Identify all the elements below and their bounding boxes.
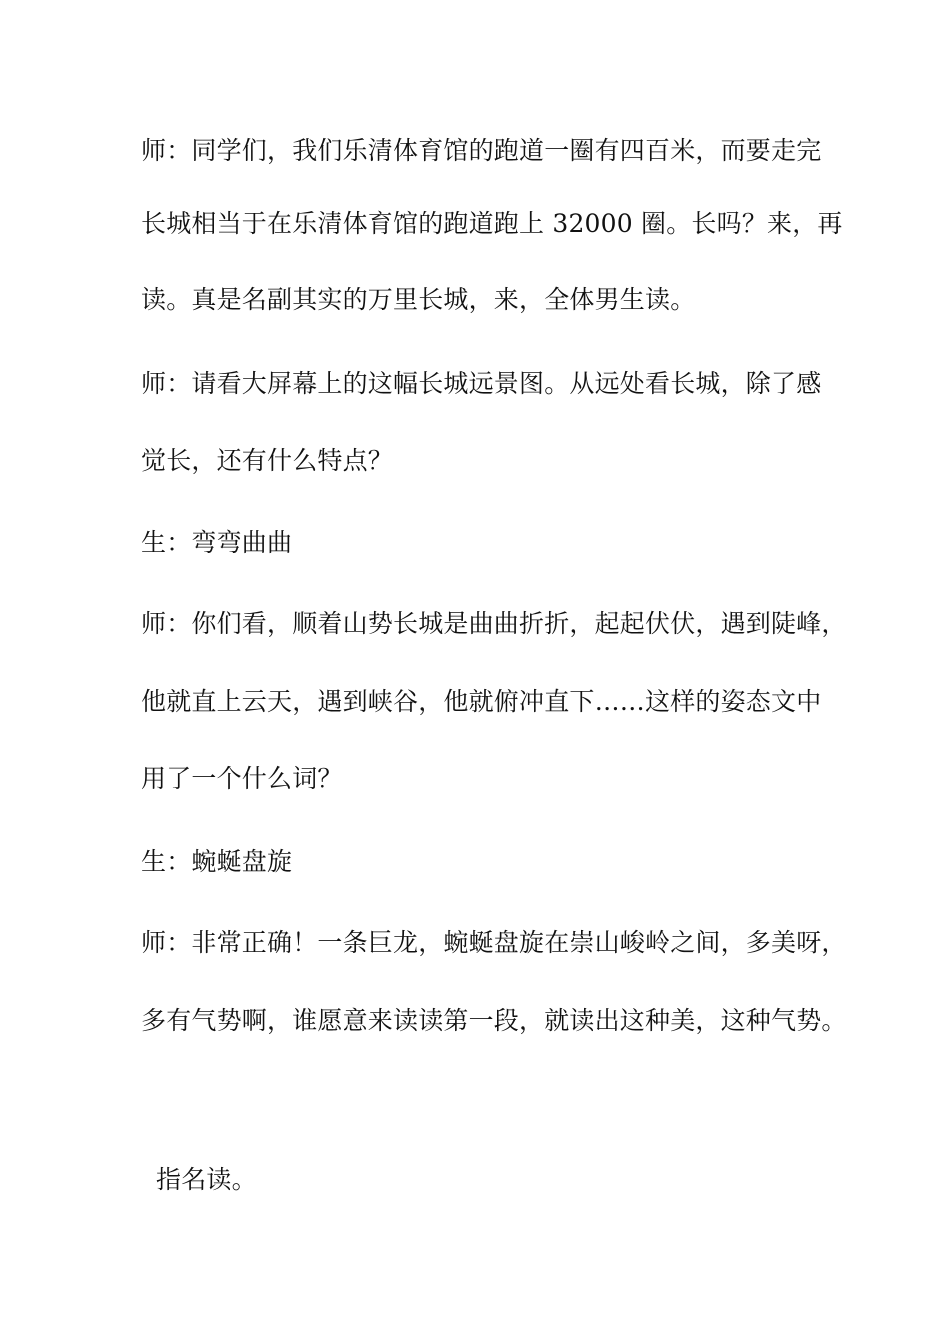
text-line-4: 师：请看大屏幕上的这幅长城远景图。从远处看长城，除了感 <box>141 369 822 398</box>
text-line-5: 觉长，还有什么特点？ <box>141 446 394 475</box>
text-line-1: 师：同学们，我们乐清体育馆的跑道一圈有四百米，而要走完 <box>141 136 822 165</box>
text-line-3: 读。真是名副其实的万里长城，来，全体男生读。 <box>141 285 696 314</box>
text-line-12: 多有气势啊，谁愿意来读读第一段，就读出这种美，这种气势。 <box>141 1006 847 1035</box>
text-line-13: 指名读。 <box>156 1165 257 1194</box>
text-line-11: 师：非常正确！一条巨龙，蜿蜒盘旋在崇山峻岭之间，多美呀， <box>141 928 847 957</box>
text-line-2: 长城相当于在乐清体育馆的跑道跑上 32000 圈。长吗？来，再 <box>141 209 843 238</box>
text-line-7: 师：你们看，顺着山势长城是曲曲折折，起起伏伏，遇到陡峰， <box>141 609 847 638</box>
text-line-8: 他就直上云天，遇到峡谷，他就俯冲直下……这样的姿态文中 <box>141 687 822 716</box>
text-line-6: 生：弯弯曲曲 <box>141 528 293 557</box>
text-line-10: 生：蜿蜒盘旋 <box>141 847 293 876</box>
text-line-9: 用了一个什么词？ <box>141 764 343 793</box>
